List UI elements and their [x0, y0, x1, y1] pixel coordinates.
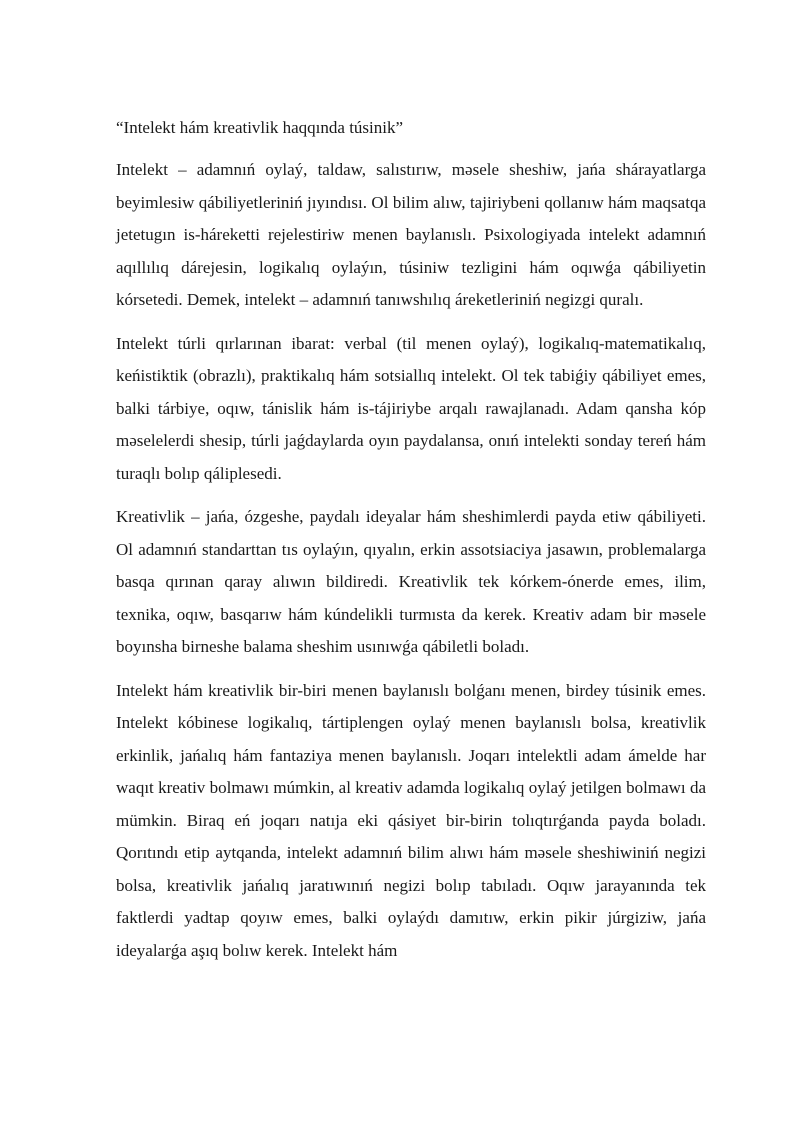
document-page [116, 112, 706, 978]
paragraph-comparison: Intelekt hám kreativlik bir-biri menen baylanıslı bolǵanı menen, birdey túsinik emes. Intelekt kóbinese logikalıq, tártiplengen oylaý menen baylanıslı bolsa, kreativlik erkinlik, jańalıq hám fantaziya menen baylanıslı. Joqarı intelektli adam ámelde har waqıt kreativ bolmawı múmkin, al kreativ adamda logikalıq oylaý jetilgen bolmawı da mümkin. Biraq eń joqarı natıja eki qásiyet bir-birin tolıqtırǵanda payda boladı. Qorıtındı etip aytqanda, intelekt adamnıń bilim alıwı hám məsele sheshiwiniń negizi bolsa, kreativlik jańalıq jaratıwınıń negizi bolıp tabıladı. Oqıw jarayanında tek faktlerdi yadtap qoyıw emes, balki oylaýdı damıtıw, erkin pikir júrgiziw, jańa ideyalarǵa aşıq bolıw kerek. Intelekt hám [116, 680, 706, 960]
document-title: “Intelekt hám kreativlik haqqında túsinik” [116, 118, 404, 137]
paragraph-kreativlik-definition: Kreativlik – jańa, ózgeshe, paydalı ideyalar hám sheshimlerdi payda etiw qábiliyeti. Ol adamnıń standarttan tıs oylaýın, qıyalın, erkin assotsiaciya jasawın, problemalarga basqa qırınan qaray alıwın bildiredi. Kreativlik tek kórkem-ónerde emes, ilim, texnika, oqıw, basqarıw hám kúndelikli turmısta da kerek. Kreativ adam bir məsele boyınsha birneshe balama sheshim usınıwǵa qábiletli boladı. [116, 507, 706, 656]
paragraph-intelekt-types: Intelekt túrli qırlarınan ibarat: verbal (til menen oylaý), logikalıq-matematikalıq, keńistiktik (obrazlı), praktikalıq hám sotsiallıq intelekt. Ol tek tabiǵiy qábiliyet emes, balki tárbiye, oqıw, tánislik hám is-tájiriybe arqalı rawajlanadı. Adam qansha kóp məselelerdi shesip, túrli jaǵdaylarda oyın paydalansa, onıń intelekti sonday tereń hám turaqlı bolıp qáliplesedi. [116, 333, 706, 483]
paragraph-intelekt-definition: Intelekt – adamnıń oylaý, taldaw, salıstırıw, məsele sheshiw, jańa shárayatlarga beyimlesiw qábiliyetleriniń jıyındısı. Ol bilim alıw, tajiriybeni qollanıw hám maqsatqa jetetugın is-háreketti rejelestiriw menen baylanıslı. Psixologiyada intelekt adamnıń aqıllılıq dárejesin, logikalıq oylaýın, túsiniw tezligini hám oqıwǵa qábiliyetin kórsetedi. Demek, intelekt – adamnıń tanıwshılıq áreketleriniń negizgi quralı. [116, 160, 706, 309]
